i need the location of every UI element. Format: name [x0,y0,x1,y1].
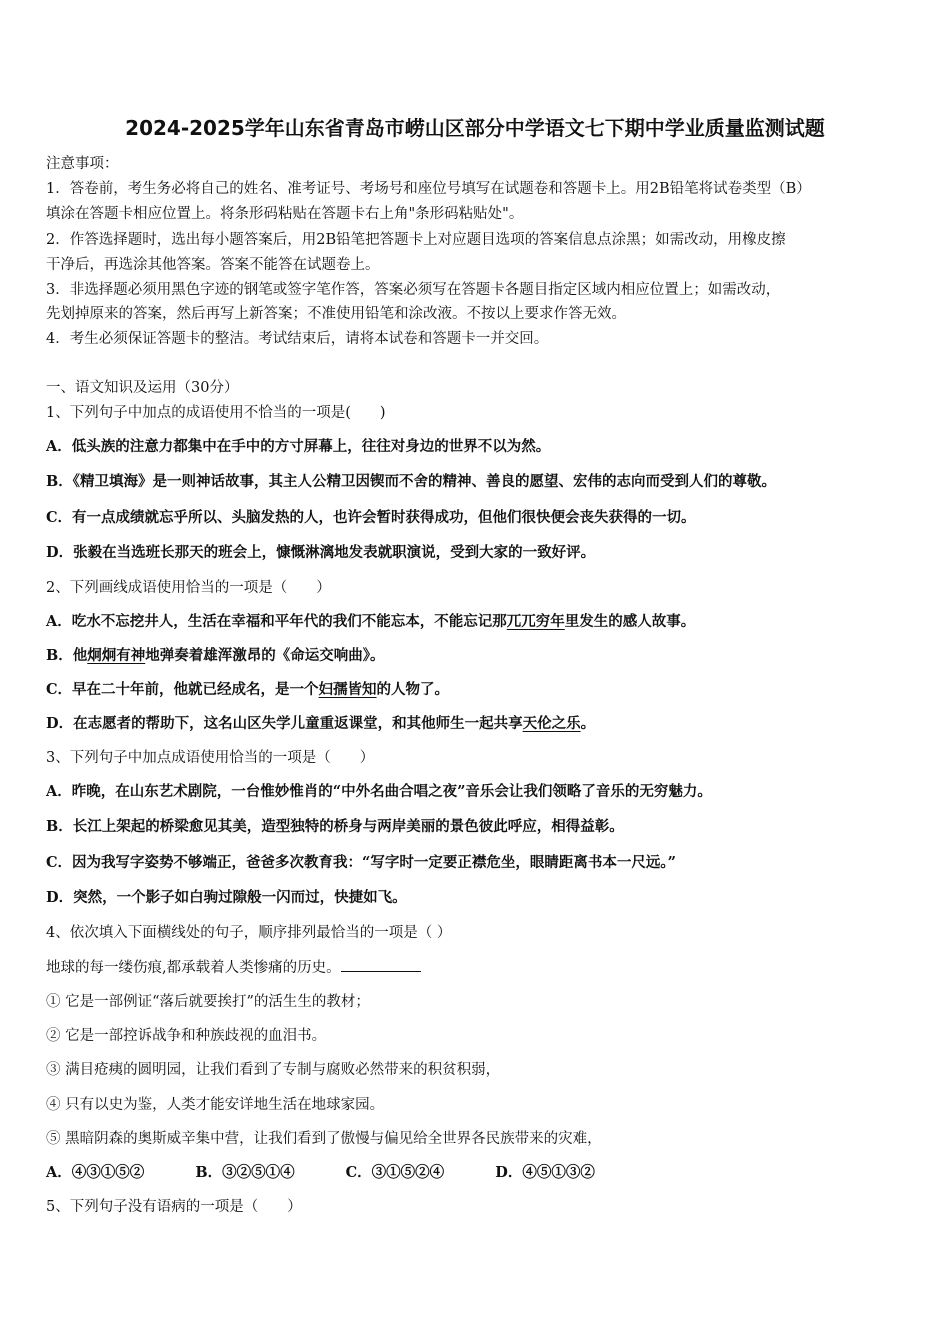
sentence-item: ③ 满目疮痍的圆明园，让我们看到了专制与腐败必然带来的积贫积弱， [46,1062,501,1078]
option-d: D．张毅在当选班长那天的班会上，慷慨淋漓地发表就职演说，受到大家的一致好评。 [46,544,596,561]
question-stem: 4、依次填入下面横线处的句子，顺序排列最恰当的一项是（ ） [46,925,452,941]
underlined-idiom: 天伦之乐 [522,715,581,732]
notice-header: 注意事项： [46,156,119,172]
underlined-idiom: 妇孺皆知 [318,681,377,698]
notice-line: 干净后，再选涂其他答案。答案不能答在试题卷上。 [46,257,380,273]
option-a: A．昨晚，在山东艺术剧院，一台惟妙惟肖的“中外名曲合唱之夜”音乐会让我们领略了音乐的无穷魅力。 [46,783,712,800]
notice-line: 4．考生必须保证答题卡的整洁。考试结束后，请将本试卷和答题卡一并交回。 [46,331,549,347]
option-a: A．低头族的注意力都集中在手中的方寸屏幕上，往往对身边的世界不以为然。 [46,438,551,455]
option-d: D．突然，一个影子如白驹过隙般一闪而过，快捷如飞。 [46,889,407,906]
notice-line: 1．答卷前，考生务必将自己的姓名、准考证号、考场号和座位号填写在试题卷和答题卡上。用2B铅笔将试卷类型（B） [46,181,811,197]
option-c: C．③①⑤②④ [345,1164,445,1181]
option-b: B．③②⑤①④ [195,1164,295,1181]
notice-line: 先划掉原来的答案，然后再写上新答案；不准使用铅笔和涂改液。不按以上要求作答无效。 [46,306,626,322]
sentence-item: ① 它是一部例证“落后就要挨打”的活生生的教材； [46,994,370,1010]
sentence-item: ⑤ 黑暗阴森的奥斯威辛集中营，让我们看到了傲慢与偏见给全世界各民族带来的灾难， [46,1131,602,1147]
notice-line: 2．作答选择题时，选出每小题答案后，用2B铅笔把答题卡上对应题目选项的答案信息点涂黑；如需改动，用橡皮擦 [46,232,786,248]
section-heading: 一、语文知识及运用（30分） [46,380,239,396]
question-lead: 地球的每一缕伤痕,都承载着人类惨痛的历史。 [46,956,421,977]
option-b: B．《精卫填海》是一则神话故事，其主人公精卫因锲而不舍的精神、善良的愿望、宏伟的志向而受到人们的尊敬。 [46,473,777,490]
notice-line: 3．非选择题必须用黑色字迹的钢笔或签字笔作答，答案必须写在答题卡各题目指定区域内相应位置上；如需改动， [46,282,781,298]
question-stem: 1、下列句子中加点的成语使用不恰当的一项是( ) [46,405,386,421]
underlined-idiom: 炯炯有神 [87,647,146,664]
option-b: B．他炯炯有神地弹奏着雄浑激昂的《命运交响曲》。 [46,647,385,664]
option-b: B．长江上架起的桥梁愈见其美，造型独特的桥身与两岸美丽的景色彼此呼应，相得益彰。 [46,818,624,835]
option-d: D．在志愿者的帮助下，这名山区失学儿童重返课堂，和其他师生一起共享天伦之乐。 [46,715,596,732]
underlined-idiom: 兀兀穷年 [506,613,565,630]
sentence-item: ② 它是一部控诉战争和种族歧视的血泪书。 [46,1028,327,1044]
option-c: C．早在二十年前，他就已经成名，是一个妇孺皆知的人物了。 [46,681,450,698]
notice-line: 填涂在答题卡相应位置上。将条形码粘贴在答题卡右上角"条形码粘贴处"。 [46,206,524,222]
question-stem: 2、下列画线成语使用恰当的一项是（ ） [46,580,331,596]
page-title: 2024-2025学年山东省青岛市崂山区部分中学语文七下期中学业质量监测试题 [125,116,825,140]
option-c: C．因为我写字姿势不够端正，爸爸多次教育我：“写字时一定要正襟危坐，眼睛距离书本一尺远。” [46,854,676,871]
question-stem: 5、下列句子没有语病的一项是（ ） [46,1199,302,1215]
option-a: A．④③①⑤② [46,1164,145,1181]
option-row [46,1161,641,1182]
option-d: D．④⑤①③② [495,1164,595,1181]
question-stem: 3、下列句子中加点成语使用恰当的一项是（ ） [46,750,375,766]
option-a: A．吃水不忘挖井人，生活在幸福和平年代的我们不能忘本，不能忘记那兀兀穷年里发生的感人故事。 [46,613,696,630]
answer-blank [341,957,421,972]
option-c: C．有一点成绩就忘乎所以、头脑发热的人，也许会暂时获得成功，但他们很快便会丧失获得的一切。 [46,509,696,526]
sentence-item: ④ 只有以史为鉴，人类才能安详地生活在地球家园。 [46,1097,385,1113]
